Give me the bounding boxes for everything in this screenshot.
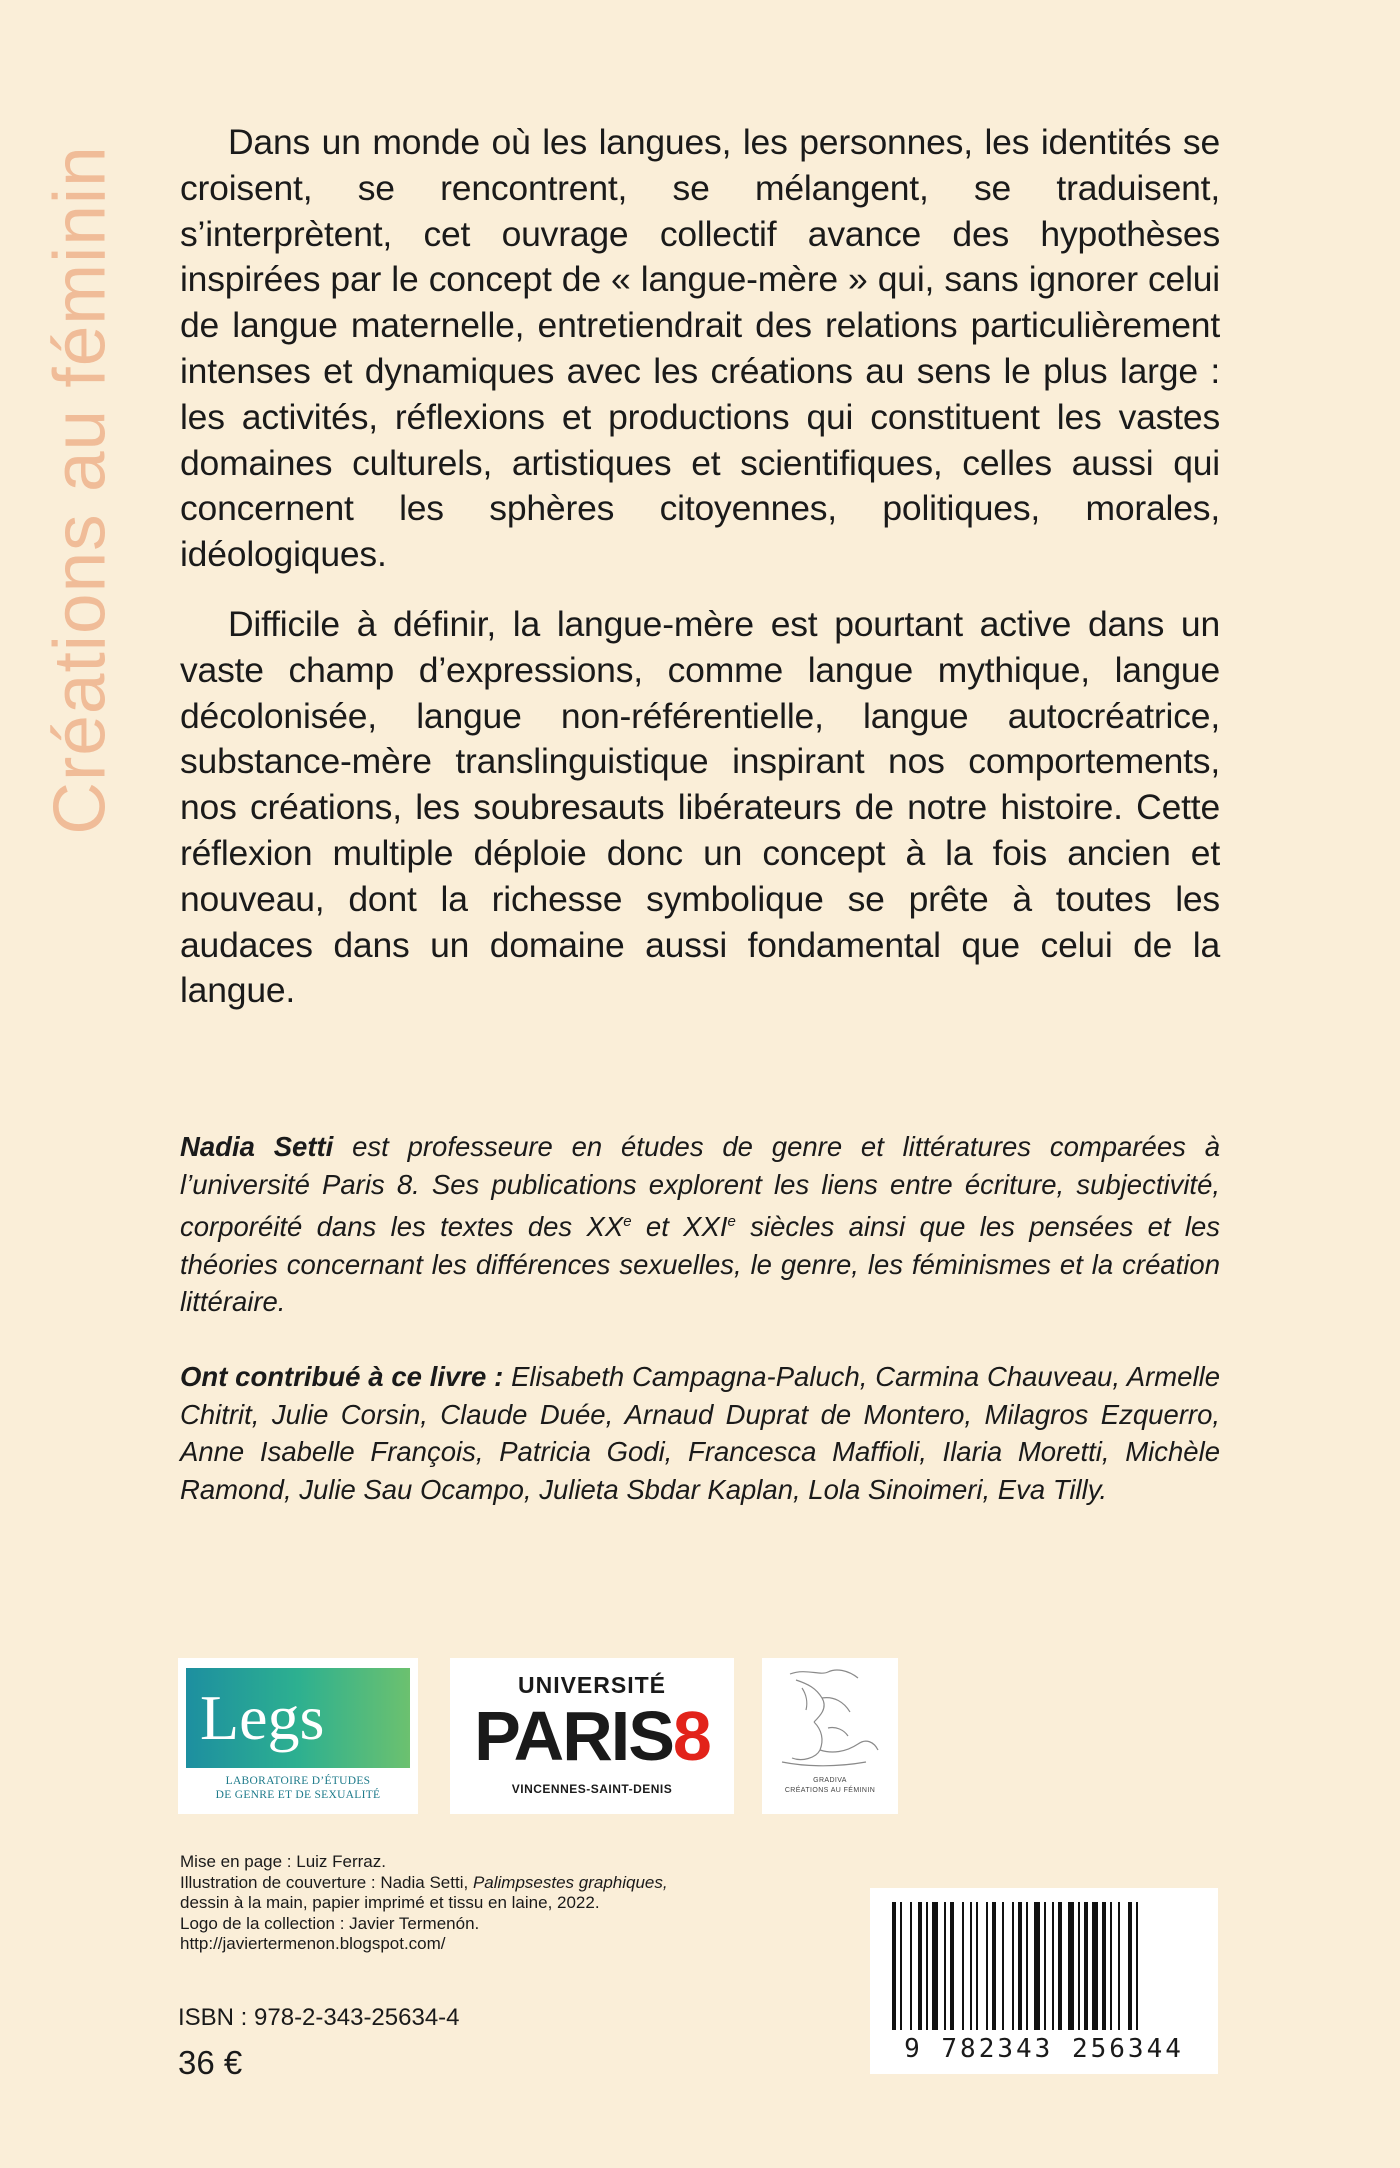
barcode [870,1888,1218,2074]
credit-logo: Logo de la collection : Javier Termenón. [180,1913,480,1933]
barcode-bar [1058,1902,1062,2030]
barcode-bar [1018,1902,1022,2030]
contributors-label: Ont contribué à ce livre : [180,1361,504,1392]
credit-illustration-title: Palimpsestes graphiques, [472,1872,668,1892]
barcode-bar [1044,1902,1046,2030]
gradiva-subtitle [762,1776,898,1796]
barcode-bar [900,1902,902,2030]
barcode-bar [986,1902,988,2030]
barcode-bar [962,1902,964,2030]
barcode-bar [1136,1902,1138,2030]
paris8-word: PARIS [474,1697,673,1775]
barcode-bar [1026,1902,1028,2030]
collection-title-vertical [40,90,120,890]
legs-subtitle-line-2: DE GENRE ET DE SEXUALITÉ [215,1789,381,1801]
gradiva-logo [762,1658,898,1814]
barcode-bar [1078,1902,1080,2030]
credit-illustration-medium: dessin à la main, papier imprimé et tissu en laine, 2022. [180,1893,600,1912]
barcode-bar [932,1902,938,2030]
legs-logo [178,1658,418,1814]
isbn: ISBN : 978-2-343-25634-4 [178,2004,460,2031]
credit-illustration [180,1873,880,1894]
paris8-digit: 8 [672,1697,710,1775]
author-bio-text-3: siècles ainsi que les pensées et les théories concernant les différences sexuelles, le genre, les féminismes et la création littéraire. [180,1211,1220,1318]
barcode-bar [992,1902,996,2030]
barcode-bar [1052,1902,1054,2030]
credit-layout: Mise en page : Luiz Ferraz. [180,1852,386,1871]
author-bio-text-1: est professeure en études de genre et littératures comparées à l’université Paris 8. Ses publications explorent les liens entre écriture, subjectivité, corporéité dans les textes des XX [180,1131,1220,1243]
barcode-bar [1118,1902,1120,2030]
back-cover-blurb [180,120,1220,1038]
barcode-digits: 9 782343 256344 [904,2034,1184,2064]
barcode-bar [910,1902,912,2030]
blurb-paragraph-2: Difficile à définir, la langue-mère est pourtant active dans un vaste champ d’expressions, comme langue mythique, langue décolonisée, langue non-référentielle, langue autocréatrice, substance-mère translinguistique inspirant nos comportements, nos créations, les soubresauts libérateurs de notre histoire. Cette réflexion multiple déploie donc un concept à la fois ancien et nouveau, dont la richesse symbolique se prête à toutes les audaces dans un domaine aussi fondamental que celui de la langue. [180,603,1220,1011]
barcode-bar [976,1902,978,2030]
gradiva-line-1: GRADIVA [813,1777,847,1784]
author-bio [180,1128,1220,1321]
credit-url: http://javiertermenon.blogspot.com/ [180,1934,446,1953]
credit-illustration-prefix: Illustration de couverture : Nadia Setti, [180,1872,473,1892]
barcode-bar [1034,1902,1040,2030]
author-bio-text-2: et XXI [631,1211,728,1243]
barcode-bar [950,1902,954,2030]
barcode-bar [892,1902,896,2030]
barcode-bar [1128,1902,1132,2030]
legs-logo-mark: Legs [186,1668,410,1768]
barcode-bar [1110,1902,1112,2030]
gradiva-line-2: CRÉATIONS AU FÉMININ [784,1787,876,1794]
paris8-logo [450,1658,734,1814]
contributors-names: Elisabeth Campagna-Paluch, Carmina Chauveau, Armelle Chitrit, Julie Corsin, Claude Duée, Arnaud Duprat de Montero, Milagros Ezquerro, Anne Isabelle François, Patricia Godi, Francesca Maffioli, Ilaria Moretti, Michèle Ramond, Julie Sau Ocampo, Julieta Sbdar Kaplan, Lola Sinoimeri, Eva Tilly. [180,1361,1220,1505]
price: 36 € [178,2044,243,2081]
paris8-main-text [450,1698,734,1774]
barcode-bar [1012,1902,1014,2030]
barcode-bar [926,1902,928,2030]
barcode-bar [1084,1902,1088,2030]
paris8-top-text: UNIVERSITÉ [517,1672,667,1698]
barcode-bar [1092,1902,1098,2030]
barcode-bar [1068,1902,1074,2030]
barcode-bar [918,1902,922,2030]
blurb-paragraph-1: Dans un monde où les langues, les personnes, les identités se croisent, se rencontrent, se mélangent, se traduisent, s’interprètent, cet ouvrage collectif avance des hypothèses inspirées par le concept de « langue-mère » qui, sans ignorer celui de langue maternelle, entretiendrait des relations particulièrement intenses et dynamiques avec les créations au sens le plus large : les activités, réflexions et productions qui constituent les vastes domaines culturels, artistiques et scientifiques, celles aussi qui concernent les sphères citoyennes, politiques, morales, idéologiques. [180,122,1220,575]
barcode-bar [1002,1902,1004,2030]
author-name: Nadia Setti [180,1131,334,1162]
barcode-bar [970,1902,972,2030]
gradiva-drawing-icon [762,1658,898,1774]
contributors [180,1358,1220,1508]
paris8-bottom-text: VINCENNES-SAINT-DENIS [511,1782,673,1796]
barcode-bar [944,1902,946,2030]
legs-logo-subtitle [186,1774,410,1802]
century-suffix-2: e [727,1213,736,1230]
century-suffix-1: e [623,1213,632,1230]
credits [180,1852,880,1955]
legs-subtitle-line-1: LABORATOIRE D’ÉTUDES [225,1775,371,1787]
collection-title-text: Créations au féminin [39,145,121,835]
barcode-bar [1102,1902,1106,2030]
